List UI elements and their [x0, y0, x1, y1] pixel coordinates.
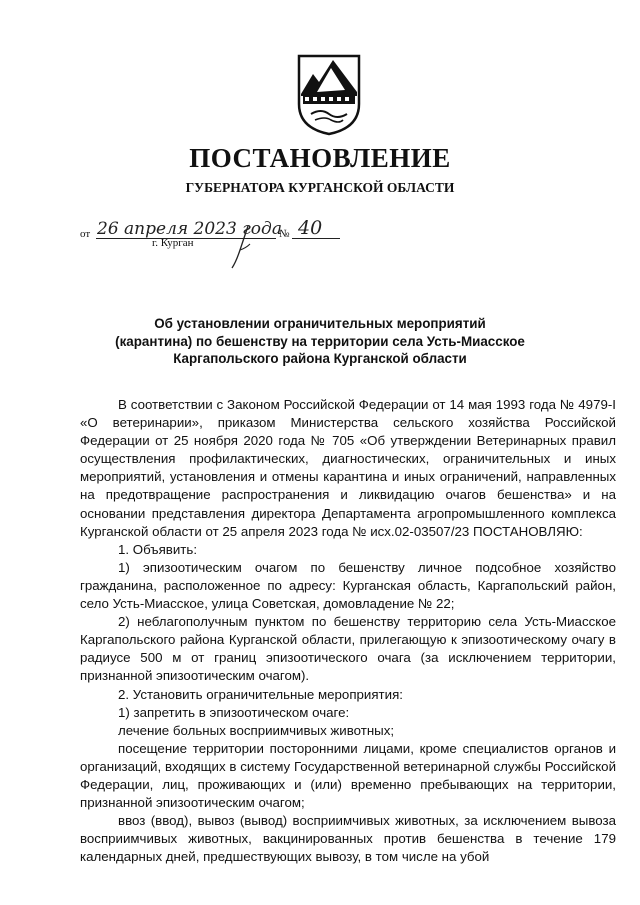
document-heading [0, 315, 640, 368]
clause-2-item-1-a: лечение больных восприимчивых животных; [118, 722, 395, 738]
clause-1-item-2: 2) неблагополучным пунктом по бешенству территорию села Усть-Миасское Каргапольского района Курганской области, прилегающую к эпизоотическому очагу в радиусе 500 м от границ эпизоотического очага (за исключением территории, признанной эпизоотическим очагом). [80, 614, 616, 684]
handwritten-number: 40 [298, 217, 323, 239]
preamble-paragraph: В соответствии с Законом Российской Федерации от 14 мая 1993 года № 4979-I «О ветеринарии», приказом Министерства сельского хозяйства Российской Федерации от 25 ноября 2020 года № 705 «Об утверждении Ветеринарных правил осуществления профилактических, диагностических, ограничительных и иных мероприятий, установления и отмены карантина и иных ограничений, направленных на предотвращение распространения и ликвидацию очагов бешенства» и на основании представления директора Департамента агропромышленного комплекса Курганской области от 25 апреля 2023 года № исх.02-03507/23 ПОСТАНОВЛЯЮ: [80, 397, 616, 539]
document-title: ПОСТАНОВЛЕНИЕ [189, 143, 451, 173]
clause-2-item-1: 1) запретить в эпизоотическом очаге: [118, 704, 350, 720]
date-prefix-label: от [80, 228, 91, 240]
clause-2-item-1-b: посещение территории посторонними лицами, кроме специалистов органов и организаций, входящих в систему Государственной ветеринарной службы Российской Федерации, лиц, проживающих и (или) временно пребывающих на территории, признанной эпизоотическим очагом; [80, 740, 616, 811]
heading-line-3: Каргапольского района Курганской области [173, 351, 467, 366]
number-underline [292, 238, 340, 239]
number-label: № [279, 228, 290, 240]
clause-2-item-1-c: ввоз (ввод), вывоз (вывод) восприимчивых животных, за исключением вывоза восприимчивых животных, вакцинированных против бешенства в течение 179 календарных дней, предшествующих вывозу, в том числе на убой [80, 813, 616, 865]
city-label: г. Курган [152, 237, 194, 249]
document-body [80, 396, 616, 866]
document-subtitle: ГУБЕРНАТОРА КУРГАНСКОЙ ОБЛАСТИ [185, 180, 455, 195]
handwritten-date: 26 апреля 2023 года [97, 219, 282, 239]
heading-line-2: (карантина) по бешенству на территории села Усть-Миасское [115, 333, 525, 349]
clause-1: 1. Объявить: [118, 541, 198, 557]
clause-2: 2. Установить ограничительные мероприятия: [118, 686, 403, 702]
clause-1-item-1: 1) эпизоотическим очагом по бешенству личное подсобное хозяйство гражданина, расположенное по адресу: Курганская область, Каргапольский район, село Усть-Миасское, улица Советская, домовладение № 22; [80, 559, 616, 612]
kurgan-coat-of-arms-icon [295, 52, 363, 136]
heading-line-1: Об установлении ограничительных мероприятий [154, 316, 486, 331]
signature-stroke-icon [228, 224, 254, 270]
